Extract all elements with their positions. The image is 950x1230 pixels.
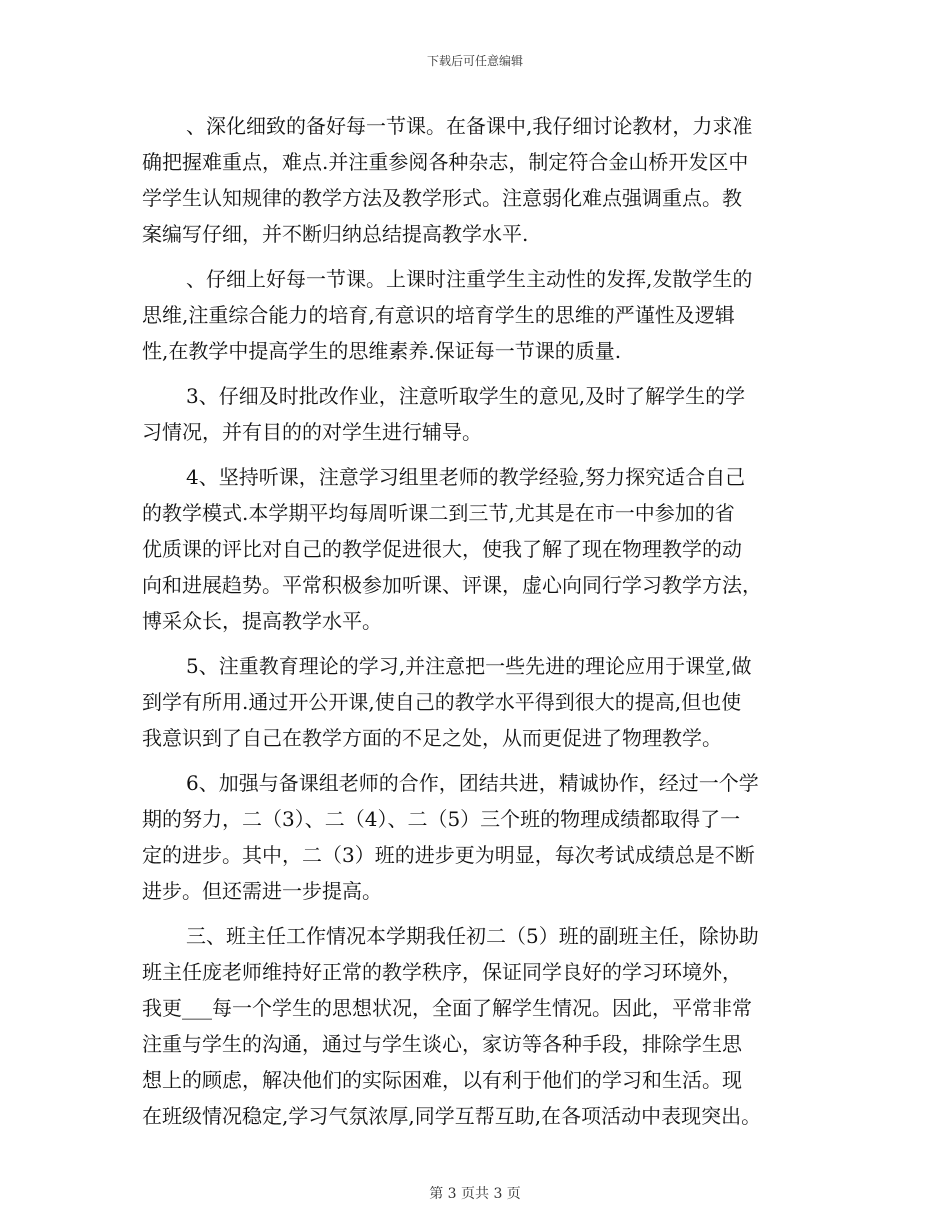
text-line: 6、加强与备课组老师的合作，团结共进，精诚协作，经过一个学 [186,771,759,795]
page-number: 第 3 页共 3 页 [429,1186,521,1202]
text-line: 5、注重教育理论的学习,并注意把一些先进的理论应用于课堂,做 [186,654,752,678]
text-line: 学学生认知规律的教学方法及教学形式。注意弱化难点强调重点。教 [142,186,742,210]
text-line: 思维,注重综合能力的培育,有意识的培育学生的思维的严谨性及逻辑 [142,303,735,327]
paragraph-7 [142,918,830,1134]
text-line: 班主任庞老师维持好正常的教学秩序，保证同学良好的学习环境外， [142,960,742,984]
text-line: 、仔细上好每一节课。上课时注重学生主动性的发挥,发散学生的 [186,267,753,291]
paragraph-3 [142,378,830,450]
text-line: 案编写仔细，并不断归纳总结提高教学水平. [142,222,529,246]
page-header: 下载后可任意编辑 [426,54,523,68]
text-line: 3、仔细及时批改作业，注意听取学生的意见,及时了解学生的学 [186,384,746,408]
document-body [142,108,830,1143]
text-line: 的教学模式.本学期平均每周听课二到三节,尤其是在市一中参加的省 [142,501,735,525]
paragraph-2 [142,261,830,369]
text-line: 注重与学生的沟通，通过与学生谈心，家访等各种手段，排除学生思 [142,1032,742,1056]
paragraph-6 [142,765,830,909]
text-line: 进步。但还需进一步提高。 [142,879,382,903]
paragraph-1 [142,108,830,252]
text-line: 习情况，并有目的的对学生进行辅导。 [142,420,482,444]
text-line: 4、坚持听课，注意学习组里老师的教学经验,努力探究适合自己 [186,465,746,489]
text-line: 在班级情况稳定,学习气氛浓厚,同学互帮互助,在各项活动中表现突出。 [142,1104,762,1128]
text-line: 我意识到了自己在教学方面的不足之处，从而更促进了物理教学。 [142,726,722,750]
text-line: 向和进展趋势。平常积极参加听课、评课，虚心向同行学习教学方法， [142,573,762,597]
text-line: 定的进步。其中，二（3）班的进步更为明显，每次考试成绩总是不断 [142,843,755,867]
paragraph-4 [142,459,830,639]
text-line: 我更___每一个学生的思想状况，全面了解学生情况。因此，平常非常 [142,996,752,1020]
text-line: 优质课的评比对自己的教学促进很大，使我了解了现在物理教学的动 [142,537,742,561]
text-line: 到学有所用.通过开公开课,使自己的教学水平得到很大的提高,但也使 [142,690,742,714]
text-line: 确把握难重点，难点.并注重参阅各种杂志，制定符合金山桥开发区中 [142,150,749,174]
text-line: 想上的顾虑，解决他们的实际困难，以有利于他们的学习和生活。现 [142,1068,742,1092]
text-line: 、深化细致的备好每一节课。在备课中,我仔细讨论教材，力求准 [186,114,753,138]
text-line: 博采众长，提高教学水平。 [142,609,382,633]
text-line: 性,在教学中提高学生的思维素养.保证每一节课的质量. [142,339,622,363]
paragraph-5 [142,648,830,756]
text-line: 三、班主任工作情况本学期我任初二（5）班的副班主任，除协助 [186,924,759,948]
text-line: 期的努力，二（3）、二（4）、二（5）三个班的物理成绩都取得了一 [142,807,741,831]
